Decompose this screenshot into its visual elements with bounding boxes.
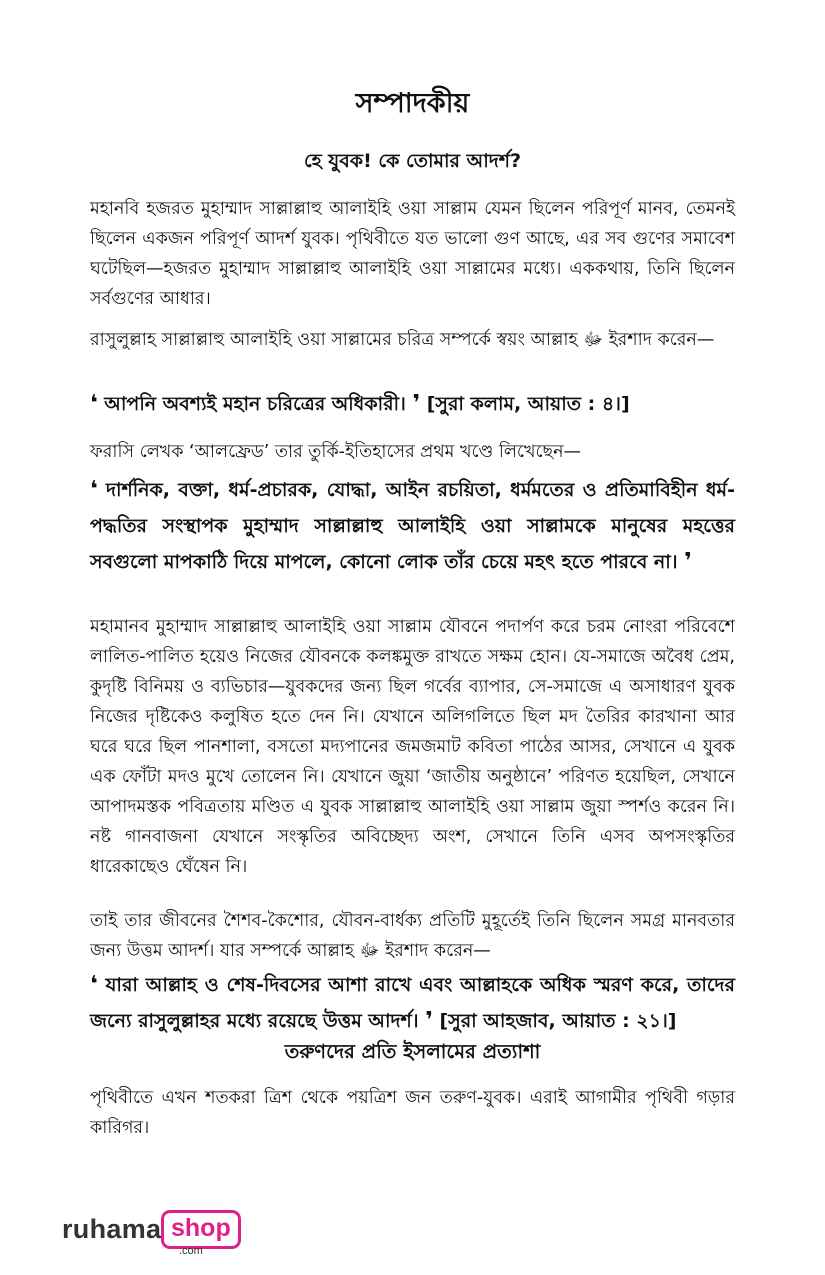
quote-quran-ahzab <box>90 967 735 1039</box>
close-quote-mark: ❜ <box>425 1008 433 1033</box>
paragraph-character: রাসুলুল্লাহ সাল্লাল্লাহু আলাইহি ওয়া সাল্লামের চরিত্র সম্পর্কে স্বয়ং আল্লাহ ﷻ ইরশাদ করেন— <box>90 330 715 350</box>
paragraph-alfred: ফরাসি লেখক ‘আলফ্রেড’ তার তুর্কি-ইতিহাসের প্রথম খণ্ডে লিখেছেন— <box>90 442 582 462</box>
logo-text-shop: shop <box>161 1210 241 1249</box>
section-heading: তরুণদের প্রতি ইসলামের প্রত্যাশা <box>284 1040 541 1063</box>
logo-domain: .com <box>179 1245 203 1257</box>
article-subtitle: হে যুবক! কে তোমার আদর্শ? <box>303 150 522 172</box>
quote-alfred <box>90 472 735 580</box>
paragraph-youth: মহামানব মুহাম্মাদ সাল্লাল্লাহু আলাইহি ওয়া সাল্লাম যৌবনে পদার্পণ করে চরম নোংরা পরিবেশে লালিত-পালিত হয়েও নিজের যৌবনকে কলঙ্কমুক্ত রাখতে সক্ষম হোন। যে-সমাজে অবৈধ প্রেম, কুদৃষ্টি বিনিময় ও ব্যভিচার—যুবকদের জন্য ছিল গর্বের ব্যাপার, সে-সমাজে এ অসাধারণ যুবক নিজের দৃষ্টিকেও কলুষিত হতে দেন নি। যেখানে অলিগলিতে ছিল মদ তৈরির কারখানা আর ঘরে ঘরে ছিল পানশালা, বসতো মদ্যপানের জমজমাট কবিতা পাঠের আসর, সেখানে এ যুবক এক ফোঁটা মদও মুখে তোলেন নি। যেখানে জুয়া ‘জাতীয় অনুষ্ঠানে’ পরিণত হয়েছিল, সেখানে আপাদমস্তক পবিত্রতায় মণ্ডিত এ যুবক সাল্লাল্লাহু আলাইহি ওয়া সাল্লাম জুয়া স্পর্শও করেন নি। নষ্ট গানবাজনা যেখানে সংস্কৃতির অবিচ্ছেদ্য অংশ, সেখানে তিনি এসব অপসংস্কৃতির ধারেকাছেও ঘেঁষেন নি। <box>90 617 735 877</box>
page-title: সম্পাদকীয় <box>355 88 470 119</box>
quote-reference: [সুরা আহজাব, আয়াত : ২১।] <box>439 1010 677 1032</box>
quote-text: আপনি অবশ্যই মহান চরিত্রের অধিকারী। <box>104 393 406 415</box>
paragraph-intro: মহানবি হজরত মুহাম্মাদ সাল্লাল্লাহু আলাইহি ওয়া সাল্লাম যেমন ছিলেন পরিপূর্ণ মানব, তেমনই ছিলেন একজন পরিপূর্ণ আদর্শ যুবক। পৃথিবীতে যত ভালো গুণ আছে, এর সব গুণের সমাবেশ ঘটেছিল—হজরত মুহাম্মাদ সাল্লাল্লাহু আলাইহি ওয়া সাল্লামের মধ্যে। এককথায়, তিনি ছিলেন সর্বগুণের আধার। <box>90 199 735 309</box>
quote-quran-qalam <box>90 386 735 422</box>
paragraph-ideal: তাই তার জীবনের শৈশব-কৈশোর, যৌবন-বার্ধক্য প্রতিটি মুহূর্তেই তিনি ছিলেন সমগ্র মানবতার জন্য উত্তম আদর্শ। যার সম্পর্কে আল্লাহ ﷻ ইরশাদ করেন— <box>90 911 735 961</box>
quote-reference: [সুরা কলাম, আয়াত : ৪।] <box>426 393 630 415</box>
close-quote-mark: ❜ <box>684 549 692 574</box>
open-quote-mark: ❛ <box>90 972 98 997</box>
open-quote-mark: ❛ <box>90 477 98 502</box>
quote-text: দার্শনিক, বক্তা, ধর্ম-প্রচারক, যোদ্ধা, আইন রচয়িতা, ধর্মমতের ও প্রতিমাবিহীন ধর্ম-পদ্ধতির সংস্থাপক মুহাম্মাদ সাল্লাল্লাহু আলাইহি ওয়া সাল্লামকে মানুষের মহত্তের সবগুলো মাপকাঠি দিয়ে মাপলে, কোনো লোক তাঁর চেয়ে মহৎ হতে পারবে না। <box>90 479 735 573</box>
open-quote-mark: ❛ <box>90 391 98 416</box>
paragraph-youth-stats: পৃথিবীতে এখন শতকরা ত্রিশ থেকে পয়ত্রিশ জন তরুণ-যুবক। এরাই আগামীর পৃথিবী গড়ার কারিগর। <box>90 1088 735 1138</box>
close-quote-mark: ❜ <box>412 391 421 416</box>
quote-text: যারা আল্লাহ ও শেষ-দিবসের আশা রাখে এবং আল্লাহকে অধিক স্মরণ করে, তাদের জন্যে রাসুলুল্লাহর মধ্যে রয়েছে উত্তম আদর্শ। <box>90 974 735 1032</box>
logo-text-ruhama: ruhama <box>62 1214 162 1244</box>
